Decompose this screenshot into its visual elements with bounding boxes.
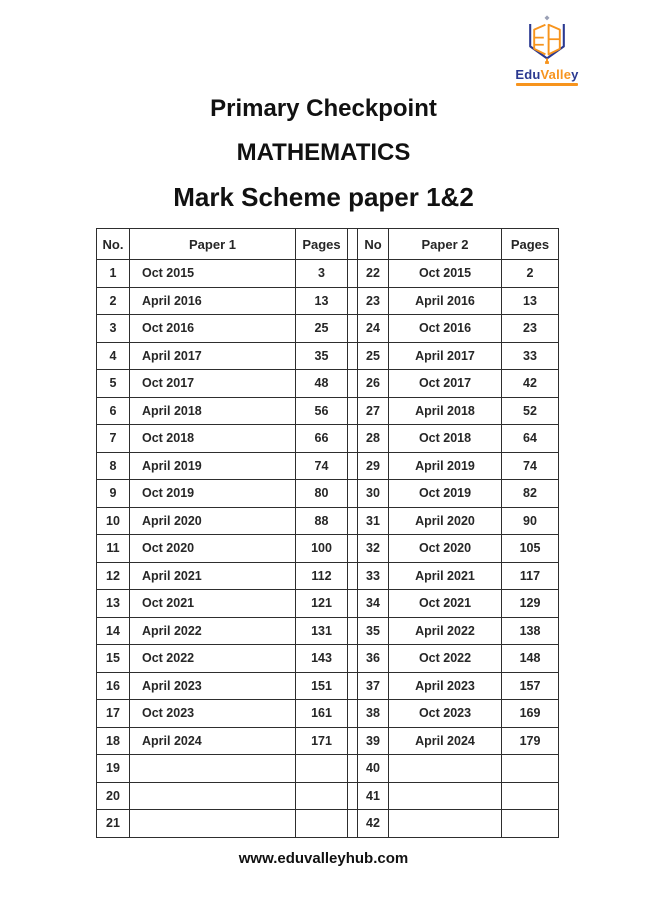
cell-gap-spacer xyxy=(348,287,358,315)
table-row xyxy=(97,810,559,838)
eduvalley-logo xyxy=(499,14,595,86)
cell-left-pages: 161 xyxy=(296,700,348,728)
cell-left-no: 14 xyxy=(97,617,130,645)
open-book-logo-icon xyxy=(519,14,575,66)
table-body xyxy=(97,260,559,838)
cell-paper2: Oct 2022 xyxy=(389,645,502,673)
mark-scheme-table xyxy=(96,228,559,838)
logo-text-valle: Valle xyxy=(540,67,572,82)
logo-bottom-base xyxy=(545,61,549,64)
cell-right-no: 23 xyxy=(358,287,389,315)
cell-right-pages: 138 xyxy=(502,617,559,645)
cell-paper1: April 2020 xyxy=(130,507,296,535)
cell-gap-spacer xyxy=(348,562,358,590)
cell-gap-spacer xyxy=(348,617,358,645)
cell-right-no: 37 xyxy=(358,672,389,700)
table-row xyxy=(97,315,559,343)
cell-left-no: 12 xyxy=(97,562,130,590)
cell-gap-spacer xyxy=(348,452,358,480)
cell-gap-spacer xyxy=(348,535,358,563)
cell-left-no: 18 xyxy=(97,727,130,755)
cell-left-pages xyxy=(296,782,348,810)
cell-right-no: 25 xyxy=(358,342,389,370)
cell-left-no: 1 xyxy=(97,260,130,288)
logo-top-dot xyxy=(545,15,550,20)
cell-paper2: Oct 2016 xyxy=(389,315,502,343)
cell-paper2 xyxy=(389,755,502,783)
cell-right-pages: 23 xyxy=(502,315,559,343)
table-row xyxy=(97,370,559,398)
header-right-pages: Pages xyxy=(502,229,559,260)
cell-left-pages: 100 xyxy=(296,535,348,563)
cell-paper1 xyxy=(130,755,296,783)
cell-right-pages: 179 xyxy=(502,727,559,755)
page-title-line2: MATHEMATICS xyxy=(236,139,411,167)
cell-right-no: 41 xyxy=(358,782,389,810)
table-row xyxy=(97,452,559,480)
cell-right-pages: 33 xyxy=(502,342,559,370)
cell-left-no: 16 xyxy=(97,672,130,700)
cell-right-pages: 157 xyxy=(502,672,559,700)
table-row xyxy=(97,645,559,673)
cell-left-pages: 3 xyxy=(296,260,348,288)
cell-paper1: April 2021 xyxy=(130,562,296,590)
cell-right-pages: 117 xyxy=(502,562,559,590)
cell-right-pages xyxy=(502,755,559,783)
table-row xyxy=(97,700,559,728)
page-title-line3: Mark Scheme paper 1&2 xyxy=(173,182,474,213)
cell-right-pages: 74 xyxy=(502,452,559,480)
logo-left-page xyxy=(534,25,545,55)
cell-left-no: 15 xyxy=(97,645,130,673)
cell-right-pages: 105 xyxy=(502,535,559,563)
cell-right-no: 35 xyxy=(358,617,389,645)
cell-paper2: April 2016 xyxy=(389,287,502,315)
cell-paper2 xyxy=(389,782,502,810)
header-left-pages: Pages xyxy=(296,229,348,260)
table-row xyxy=(97,287,559,315)
cell-paper1: April 2017 xyxy=(130,342,296,370)
cell-gap-spacer xyxy=(348,315,358,343)
cell-left-no: 20 xyxy=(97,782,130,810)
cell-paper1: Oct 2019 xyxy=(130,480,296,508)
cell-paper1: Oct 2018 xyxy=(130,425,296,453)
cell-gap-spacer xyxy=(348,260,358,288)
cell-left-no: 4 xyxy=(97,342,130,370)
cell-left-pages: 13 xyxy=(296,287,348,315)
cell-right-no: 39 xyxy=(358,727,389,755)
cell-right-no: 32 xyxy=(358,535,389,563)
cell-right-no: 40 xyxy=(358,755,389,783)
table-row xyxy=(97,535,559,563)
cell-left-pages: 74 xyxy=(296,452,348,480)
cell-left-no: 11 xyxy=(97,535,130,563)
table-row xyxy=(97,507,559,535)
cell-gap-spacer xyxy=(348,590,358,618)
header-paper1: Paper 1 xyxy=(130,229,296,260)
cell-paper2: April 2021 xyxy=(389,562,502,590)
table-row xyxy=(97,562,559,590)
cell-right-no: 42 xyxy=(358,810,389,838)
cell-paper1: April 2022 xyxy=(130,617,296,645)
table-row xyxy=(97,425,559,453)
cell-right-pages xyxy=(502,782,559,810)
cell-paper2: Oct 2020 xyxy=(389,535,502,563)
cell-left-pages xyxy=(296,810,348,838)
logo-text-y: y xyxy=(571,67,579,82)
cell-paper2: April 2023 xyxy=(389,672,502,700)
cell-paper2: April 2022 xyxy=(389,617,502,645)
cell-gap-spacer xyxy=(348,342,358,370)
table-row xyxy=(97,672,559,700)
cell-paper1: April 2018 xyxy=(130,397,296,425)
cell-right-pages: 169 xyxy=(502,700,559,728)
cell-right-no: 28 xyxy=(358,425,389,453)
cell-paper2: Oct 2015 xyxy=(389,260,502,288)
cell-left-no: 21 xyxy=(97,810,130,838)
cell-right-no: 26 xyxy=(358,370,389,398)
cell-left-pages: 143 xyxy=(296,645,348,673)
cell-paper1: Oct 2023 xyxy=(130,700,296,728)
cell-paper1 xyxy=(130,810,296,838)
header-left-no: No. xyxy=(97,229,130,260)
cell-paper1: April 2019 xyxy=(130,452,296,480)
cell-right-pages: 82 xyxy=(502,480,559,508)
cell-right-pages: 64 xyxy=(502,425,559,453)
logo-text-edu: Edu xyxy=(515,67,541,82)
cell-left-no: 19 xyxy=(97,755,130,783)
table-row xyxy=(97,342,559,370)
cell-paper2: Oct 2018 xyxy=(389,425,502,453)
cell-left-pages: 56 xyxy=(296,397,348,425)
cell-right-pages: 13 xyxy=(502,287,559,315)
cell-left-no: 10 xyxy=(97,507,130,535)
cell-left-pages: 80 xyxy=(296,480,348,508)
cell-gap-spacer xyxy=(348,397,358,425)
cell-left-pages: 66 xyxy=(296,425,348,453)
cell-left-no: 5 xyxy=(97,370,130,398)
header-paper2: Paper 2 xyxy=(389,229,502,260)
cell-right-no: 24 xyxy=(358,315,389,343)
cell-right-no: 30 xyxy=(358,480,389,508)
cell-right-no: 36 xyxy=(358,645,389,673)
cell-right-pages: 52 xyxy=(502,397,559,425)
table-header-row xyxy=(97,229,559,260)
cell-right-pages: 90 xyxy=(502,507,559,535)
cell-paper2: Oct 2023 xyxy=(389,700,502,728)
cell-right-no: 38 xyxy=(358,700,389,728)
cell-left-no: 8 xyxy=(97,452,130,480)
cell-left-no: 17 xyxy=(97,700,130,728)
cell-paper1: April 2016 xyxy=(130,287,296,315)
cell-paper2: April 2019 xyxy=(389,452,502,480)
table-row xyxy=(97,727,559,755)
cell-paper1: April 2024 xyxy=(130,727,296,755)
cell-paper2: Oct 2021 xyxy=(389,590,502,618)
cell-left-no: 3 xyxy=(97,315,130,343)
cell-paper2: April 2020 xyxy=(389,507,502,535)
cell-left-pages: 88 xyxy=(296,507,348,535)
cell-gap-spacer xyxy=(348,727,358,755)
cell-paper1: Oct 2015 xyxy=(130,260,296,288)
cell-paper1: Oct 2016 xyxy=(130,315,296,343)
cell-paper2: Oct 2017 xyxy=(389,370,502,398)
cell-paper2: April 2018 xyxy=(389,397,502,425)
cell-left-no: 6 xyxy=(97,397,130,425)
cell-paper1: Oct 2017 xyxy=(130,370,296,398)
cell-left-pages: 121 xyxy=(296,590,348,618)
cell-paper1 xyxy=(130,782,296,810)
cell-gap-spacer xyxy=(348,810,358,838)
cell-left-no: 7 xyxy=(97,425,130,453)
logo-wordmark xyxy=(515,68,578,82)
table-row xyxy=(97,397,559,425)
cell-left-no: 2 xyxy=(97,287,130,315)
cell-gap-spacer xyxy=(348,425,358,453)
logo-left-page-rungs xyxy=(534,38,544,45)
cell-paper2: April 2017 xyxy=(389,342,502,370)
cell-gap-spacer xyxy=(348,480,358,508)
cell-paper1: Oct 2022 xyxy=(130,645,296,673)
table-row xyxy=(97,260,559,288)
cell-left-pages xyxy=(296,755,348,783)
cell-right-no: 33 xyxy=(358,562,389,590)
cell-right-pages: 42 xyxy=(502,370,559,398)
cell-paper2 xyxy=(389,810,502,838)
cell-gap-spacer xyxy=(348,645,358,673)
cell-paper2: April 2024 xyxy=(389,727,502,755)
table-row xyxy=(97,590,559,618)
table-row xyxy=(97,617,559,645)
cell-gap-spacer xyxy=(348,370,358,398)
cell-left-pages: 112 xyxy=(296,562,348,590)
cell-right-no: 27 xyxy=(358,397,389,425)
cell-right-no: 31 xyxy=(358,507,389,535)
cell-paper1: Oct 2021 xyxy=(130,590,296,618)
cell-left-pages: 25 xyxy=(296,315,348,343)
cell-paper1: April 2023 xyxy=(130,672,296,700)
cell-right-no: 29 xyxy=(358,452,389,480)
cell-gap-spacer xyxy=(348,755,358,783)
cell-right-pages: 148 xyxy=(502,645,559,673)
cell-left-no: 13 xyxy=(97,590,130,618)
cell-gap-spacer xyxy=(348,507,358,535)
cell-right-pages: 2 xyxy=(502,260,559,288)
header-gap-spacer xyxy=(348,229,358,260)
logo-tagline-bar xyxy=(516,83,578,86)
cell-left-pages: 48 xyxy=(296,370,348,398)
header-right-no: No xyxy=(358,229,389,260)
table-row xyxy=(97,480,559,508)
page-title-line1: Primary Checkpoint xyxy=(210,95,437,122)
cell-left-no: 9 xyxy=(97,480,130,508)
table-row xyxy=(97,755,559,783)
cell-right-pages: 129 xyxy=(502,590,559,618)
cell-paper1: Oct 2020 xyxy=(130,535,296,563)
cell-right-pages xyxy=(502,810,559,838)
cell-left-pages: 131 xyxy=(296,617,348,645)
cell-left-pages: 35 xyxy=(296,342,348,370)
cell-right-no: 34 xyxy=(358,590,389,618)
cell-right-no: 22 xyxy=(358,260,389,288)
cell-left-pages: 151 xyxy=(296,672,348,700)
footer-website: www.eduvalleyhub.com xyxy=(238,850,409,867)
cell-left-pages: 171 xyxy=(296,727,348,755)
cell-gap-spacer xyxy=(348,700,358,728)
cell-gap-spacer xyxy=(348,672,358,700)
cell-gap-spacer xyxy=(348,782,358,810)
table-row xyxy=(97,782,559,810)
cell-paper2: Oct 2019 xyxy=(389,480,502,508)
